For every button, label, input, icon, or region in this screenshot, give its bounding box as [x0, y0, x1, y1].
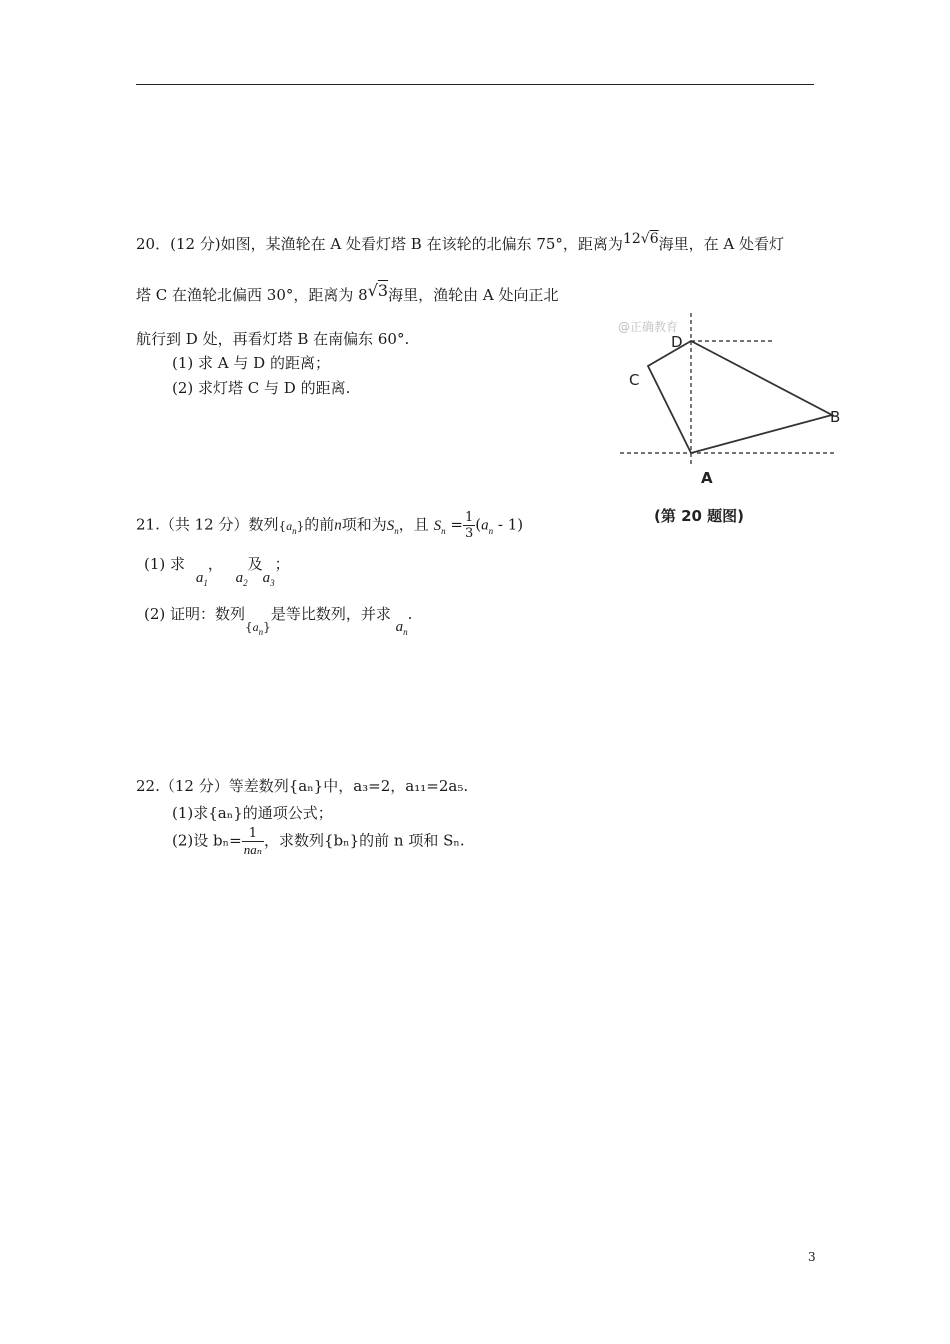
fraction-one-over-nan: $\frac{1}{\text{naₙ}}$	[243, 826, 262, 857]
q20-part1: (1) 求 A 与 D 的距离；	[172, 354, 330, 372]
figure-watermark: @正确教育	[618, 320, 679, 334]
label-a: A	[701, 469, 713, 487]
q22-part1: (1)求{aₙ}的通项公式；	[172, 804, 333, 822]
term-a3: $a_3$	[262, 570, 275, 588]
label-d: D	[671, 333, 683, 351]
label-c: C	[629, 371, 640, 389]
page-number: 3	[808, 1250, 816, 1264]
q20-line1: 20．(12 分)如图，某渔轮在 A 处看灯塔 B 在该轮的北偏东 75°，距离为12√6海里，在 A 处看灯	[136, 231, 784, 253]
q20-distance-ab: 12√6	[622, 231, 659, 247]
term-a1: $a_1$	[195, 570, 208, 588]
term-an: $a_n$	[395, 619, 408, 637]
q20-line3: 航行到 D 处，再看灯塔 B 在南偏东 60°.	[136, 330, 410, 348]
figure-caption: (第 20 题图)	[654, 507, 745, 525]
header-rule	[136, 84, 814, 85]
fraction-one-third: $\frac{1}{3}$	[464, 510, 474, 541]
term-a2: $a_2$	[235, 570, 248, 588]
q20-part2: (2) 求灯塔 C 与 D 的距离.	[172, 379, 351, 397]
q20-line1-text: 20．(12 分)如图，某渔轮在 A 处看灯塔 B 在该轮的北偏东 75°，距离为	[136, 235, 623, 253]
q21-part1: (1) 求 $a_1$， $a_2$及$a_3$；	[144, 555, 290, 588]
sum-sn: $S_n$	[386, 517, 399, 536]
q20-distance-ac: √3	[367, 281, 389, 300]
seq-an: $\{a_n\}$	[278, 518, 305, 536]
q22-stem: 22.（12 分）等差数列{aₙ}中，a₃=2，a₁₁=2a₅.	[136, 777, 469, 795]
q21-part2: (2) 证明：数列$_{\{a_n\}}$是等比数列，并求 $a_n$.	[144, 605, 413, 637]
q20-figure	[610, 305, 850, 535]
quadrilateral	[648, 341, 832, 453]
q22-part2: (2)设 bₙ= $\frac{1}{\text{naₙ}}$ ，求数列{bₙ}的前 n 项和 Sₙ.	[172, 826, 465, 857]
label-b: B	[830, 408, 841, 426]
q21-stem: 21.（共 12 分）数列$\{a_n\}$的前n项和为$S_n$，且 $S_n$ = $\frac{1}{3}$ $(a_n - 1)$	[136, 510, 524, 541]
seq-an-2: {an}	[245, 620, 271, 637]
sum-sn-eq: $S_n$	[433, 517, 446, 536]
q20-line2: 塔 C 在渔轮北偏西 30°，距离为 8√3海里，渔轮由 A 处向正北	[136, 281, 559, 304]
